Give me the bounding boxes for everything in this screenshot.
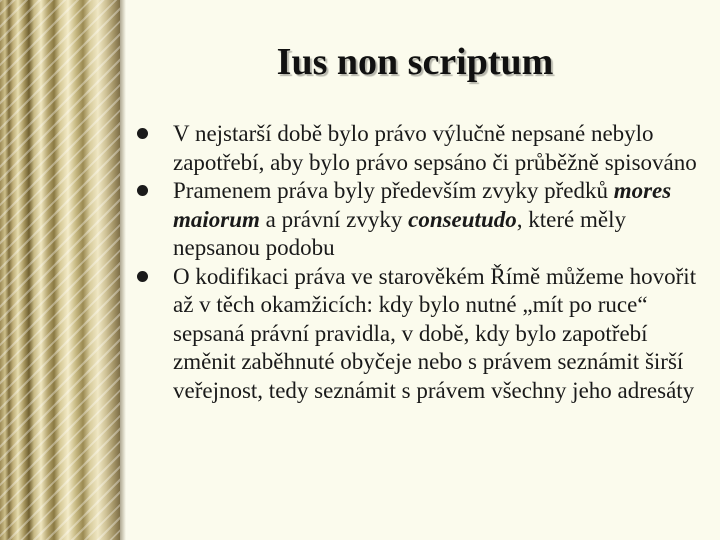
latin-term: conseutudo bbox=[408, 206, 517, 232]
bullet-item bbox=[135, 263, 710, 406]
bullet-text: , které měly nepsanou podobu bbox=[173, 206, 626, 260]
bullet-text: Pramenem práva byly především zvyky předků bbox=[173, 178, 614, 203]
decorative-gold-border bbox=[0, 0, 120, 540]
bullet-dot-icon bbox=[137, 271, 148, 282]
bullet-list bbox=[135, 120, 710, 405]
bullet-text: O kodifikaci práva ve starověkém Římě můžeme hovořit až v těch okamžicích: kdy bylo nutné „mít po ruce“ sepsaná právní pravidla, v době, kdy bylo zapotřebí změnit zaběhnuté obyčeje nebo s právem seznámit širší veřejnost, tedy seznámit s právem všechny jeho adresáty bbox=[173, 263, 697, 403]
slide-title: Ius non scriptum bbox=[276, 41, 554, 83]
latin-term: mores maiorum bbox=[173, 178, 672, 232]
bullet-text: a právní zvyky bbox=[259, 206, 409, 232]
bullet-item bbox=[135, 177, 710, 263]
bullet-dot-icon bbox=[137, 128, 148, 139]
bullet-item bbox=[135, 120, 710, 177]
bullet-text: V nejstarší době bylo právo výlučně nepsané nebylo zapotřebí, aby bylo právo sepsáno či průběžně spisováno bbox=[173, 121, 697, 175]
bullet-dot-icon bbox=[137, 185, 148, 196]
